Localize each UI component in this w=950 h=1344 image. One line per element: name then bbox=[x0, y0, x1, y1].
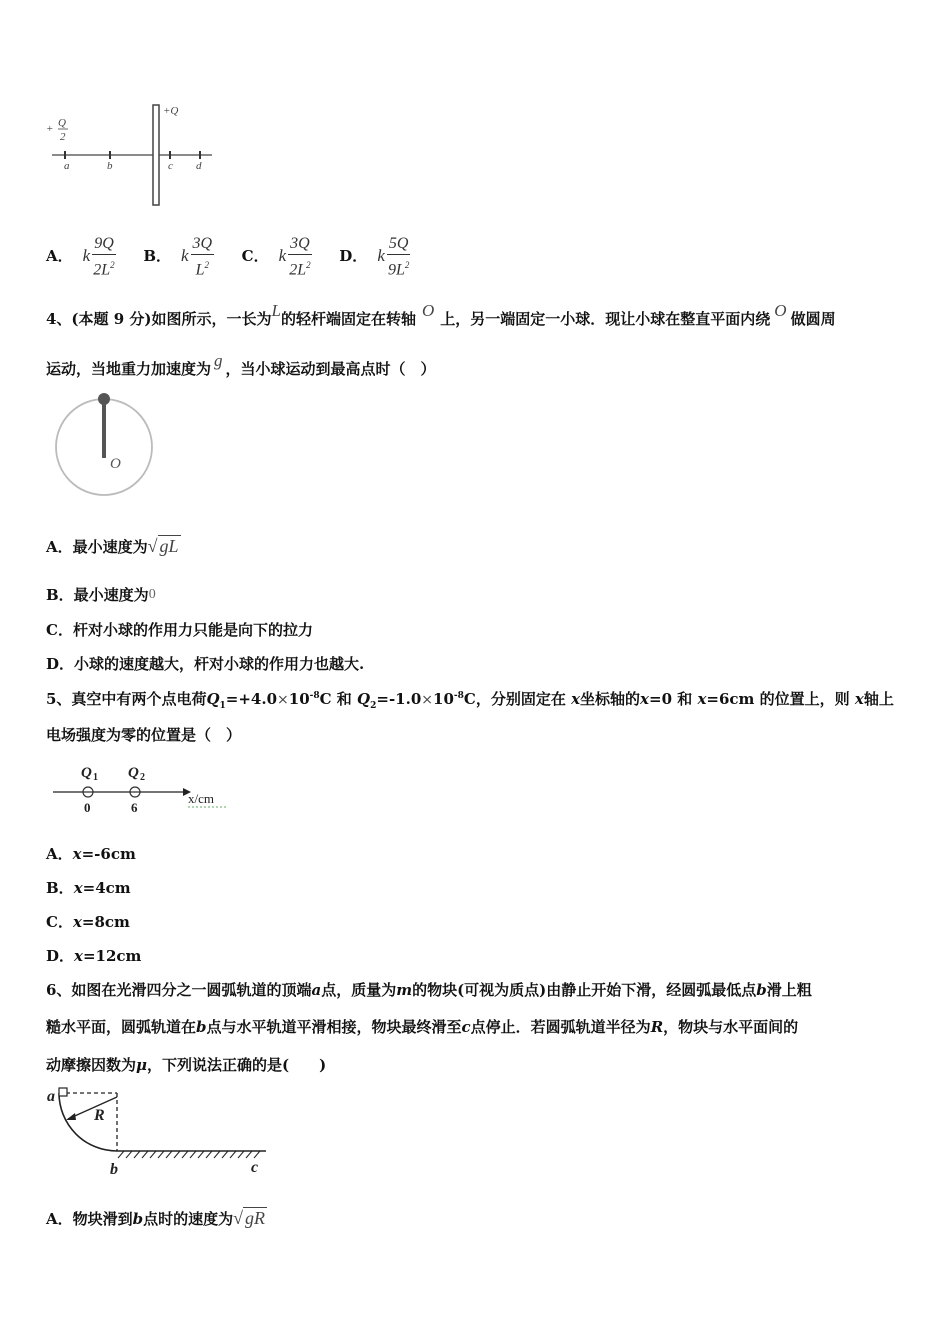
q2-sub: 2 bbox=[370, 701, 377, 711]
arc-label-b: b bbox=[110, 1161, 118, 1178]
den-text: L bbox=[195, 261, 205, 279]
var-q2: Q bbox=[357, 690, 371, 708]
option-text: 点时的速度为 bbox=[143, 1210, 234, 1228]
option-value: =-6cm bbox=[81, 845, 136, 863]
figure-charges-rod bbox=[40, 100, 230, 215]
den-text: 9L bbox=[387, 261, 405, 279]
q1-sub: 1 bbox=[219, 701, 226, 711]
option-text: A．物块滑到 bbox=[46, 1210, 133, 1228]
q4-stem-line1 bbox=[46, 301, 836, 329]
point-b: b bbox=[107, 160, 113, 172]
var-c: c bbox=[461, 1018, 471, 1036]
q4-text: 做圆周 bbox=[790, 310, 836, 328]
q5-option-a[interactable] bbox=[46, 843, 136, 864]
q6-text: 点停止．若圆弧轨道半径为 bbox=[470, 1018, 651, 1036]
q4-text: 运动，当地重力加速度为 bbox=[46, 360, 212, 378]
q2-label: Q bbox=[128, 765, 139, 781]
q6-text: 滑上粗 bbox=[766, 981, 812, 999]
figure-circle-rod bbox=[52, 392, 162, 502]
figure-charges-svg bbox=[40, 100, 230, 215]
coef-k: k bbox=[82, 246, 91, 266]
q4-text: 4、(本题 9 分)如图所示，一长为 bbox=[46, 310, 272, 328]
fraction bbox=[191, 234, 215, 280]
var-a: a bbox=[311, 981, 322, 999]
ten: 10 bbox=[288, 690, 310, 708]
var-x: x bbox=[640, 690, 649, 708]
fraction bbox=[92, 234, 116, 280]
axis-unit-label: x/cm bbox=[188, 791, 214, 806]
q4-option-d[interactable] bbox=[46, 653, 364, 674]
q6-stem-line1 bbox=[46, 979, 812, 1000]
var-O: O bbox=[774, 301, 787, 320]
figure-arc-track bbox=[44, 1085, 284, 1180]
q3-option-d[interactable] bbox=[339, 235, 410, 279]
charge-left-num: Q bbox=[58, 117, 66, 129]
q5-stem-line1 bbox=[46, 688, 894, 711]
den-text: 2L bbox=[289, 261, 307, 279]
option-label: A． bbox=[46, 247, 73, 266]
tick-6: 6 bbox=[131, 800, 138, 815]
exponent: -8 bbox=[453, 691, 464, 701]
var-r: R bbox=[650, 1018, 664, 1036]
var-b: b bbox=[756, 981, 767, 999]
q3-option-b[interactable] bbox=[143, 235, 219, 279]
var-x: x bbox=[697, 690, 707, 708]
var-b: b bbox=[132, 1210, 144, 1228]
q5-option-c[interactable] bbox=[46, 911, 130, 932]
q4-option-a[interactable] bbox=[46, 536, 181, 557]
option-value: 0 bbox=[148, 587, 156, 602]
den-text: 2L bbox=[93, 261, 111, 279]
q6-text: 糙水平面，圆弧轨道在 bbox=[46, 1018, 197, 1036]
point-a: a bbox=[64, 160, 70, 172]
arc-label-a: a bbox=[47, 1088, 55, 1105]
option-label: D． bbox=[46, 947, 75, 965]
arc-label-r: R bbox=[94, 1107, 105, 1124]
option-label: B． bbox=[143, 247, 171, 266]
q6-text: 点与水平轨道平滑相接，物块最终滑至 bbox=[206, 1018, 462, 1036]
q6-stem-line2 bbox=[46, 1016, 798, 1037]
option-label: D． bbox=[339, 247, 368, 266]
var-L: L bbox=[271, 301, 281, 320]
q5-option-b[interactable] bbox=[46, 877, 131, 898]
var-x: x bbox=[72, 845, 82, 863]
charge-rod-label: +Q bbox=[163, 105, 179, 117]
point-d: d bbox=[196, 160, 202, 172]
option-text: B．最小速度为 bbox=[46, 586, 149, 604]
q5-text: 轴上 bbox=[863, 690, 894, 708]
q5-text: 5、真空中有两个点电荷 bbox=[46, 690, 207, 708]
q6-text: 点，质量为 bbox=[321, 981, 397, 999]
q5-stem-line2 bbox=[46, 724, 241, 745]
var-m: m bbox=[396, 981, 413, 999]
sqrt-expr: √ gR bbox=[233, 1208, 266, 1228]
tick-0: 0 bbox=[84, 800, 91, 815]
q5-text: C 和 bbox=[319, 690, 352, 708]
option-label: A． bbox=[46, 845, 73, 863]
numerator: 3Q bbox=[288, 234, 312, 255]
option-label: B． bbox=[46, 879, 74, 897]
option-value: =4cm bbox=[82, 879, 131, 897]
denominator: $9L^2$ bbox=[387, 260, 410, 279]
denominator: $L^2$ bbox=[195, 260, 210, 279]
q6-option-a[interactable] bbox=[46, 1208, 267, 1229]
var-O: O bbox=[422, 301, 435, 320]
circle-rod-svg bbox=[52, 392, 162, 502]
point-c: c bbox=[168, 160, 173, 172]
ten: 10 bbox=[433, 690, 454, 708]
q3-option-a[interactable] bbox=[46, 235, 121, 279]
q2-label-sub: 2 bbox=[140, 772, 145, 783]
coef-k: k bbox=[278, 246, 287, 266]
q4-text: 上，另一端固定一小球．现让小球在整直平面内绕 bbox=[440, 310, 771, 328]
times-sign: × bbox=[277, 692, 289, 708]
var-x: x bbox=[74, 947, 83, 965]
q5-text: C，分别固定在 bbox=[463, 690, 566, 708]
q5-text: 坐标轴的 bbox=[580, 690, 641, 708]
option-text: C．杆对小球的作用力只能是向下的拉力 bbox=[46, 621, 313, 639]
coef-k: k bbox=[181, 246, 189, 266]
var-b: b bbox=[196, 1018, 207, 1036]
q4-stem-line2 bbox=[46, 351, 436, 379]
option-text: A．最小速度为 bbox=[46, 538, 148, 556]
q6-text: 的物块(可视为质点)由静止开始下滑，经圆弧最低点 bbox=[412, 981, 757, 999]
q5-option-d[interactable] bbox=[46, 945, 141, 966]
figure-x-axis bbox=[48, 760, 238, 820]
exponent: -8 bbox=[309, 691, 320, 701]
numerator: 5Q bbox=[387, 234, 411, 255]
charge-left-sign: + bbox=[46, 123, 54, 135]
x-axis-svg bbox=[48, 760, 238, 820]
numerator: 3Q bbox=[191, 234, 215, 255]
sqrt-expr: √ gL bbox=[147, 536, 179, 556]
arc-track-svg bbox=[44, 1085, 284, 1180]
radicand: gL bbox=[159, 536, 179, 556]
q6-text: ，物块与水平面间的 bbox=[663, 1018, 799, 1036]
q6-stem-line3 bbox=[46, 1054, 326, 1075]
var-q1: Q bbox=[206, 690, 220, 708]
var-g: g bbox=[214, 351, 223, 370]
q4-option-c[interactable] bbox=[46, 619, 313, 640]
charge-left-den: 2 bbox=[60, 131, 66, 143]
denominator: $2L^2$ bbox=[93, 260, 115, 279]
q4-option-b[interactable] bbox=[46, 584, 156, 605]
var-x: x bbox=[571, 690, 581, 708]
q6-text: 6、如图在光滑四分之一圆弧轨道的顶端 bbox=[46, 981, 312, 999]
var-x: x bbox=[854, 690, 864, 708]
q1-value: =+4.0 bbox=[225, 690, 278, 708]
q1-label-sub: 1 bbox=[93, 772, 98, 783]
var-mu: μ bbox=[136, 1056, 147, 1074]
q4-text: 的轻杆端固定在转轴 bbox=[280, 310, 416, 328]
q3-option-c[interactable] bbox=[241, 235, 317, 279]
axis-label-o: O bbox=[110, 456, 121, 472]
option-label: C． bbox=[241, 247, 269, 266]
var-x: x bbox=[73, 879, 83, 897]
option-value: =8cm bbox=[81, 913, 130, 931]
radicand: gR bbox=[245, 1208, 266, 1228]
numerator: 9Q bbox=[92, 234, 116, 255]
option-text: D．小球的速度越大，杆对小球的作用力也越大. bbox=[46, 655, 365, 673]
q2-value: =-1.0 bbox=[376, 690, 422, 708]
coef-k: k bbox=[377, 246, 385, 266]
q6-text: ，下列说法正确的是( ) bbox=[147, 1056, 327, 1074]
q4-text: ，当小球运动到最高点时（ ） bbox=[225, 360, 436, 378]
times-sign: × bbox=[421, 692, 434, 708]
fraction bbox=[387, 234, 411, 280]
q5-text: 电场强度为零的位置是（ ） bbox=[46, 726, 242, 744]
q6-text: 动摩擦因数为 bbox=[46, 1056, 137, 1074]
option-value: =12cm bbox=[82, 947, 142, 965]
arc-label-c: c bbox=[251, 1159, 259, 1176]
denominator: $2L^2$ bbox=[289, 260, 311, 279]
q1-label: Q bbox=[81, 765, 92, 781]
q5-text: =0 和 bbox=[649, 690, 693, 708]
q5-text: =6cm 的位置上，则 bbox=[706, 690, 850, 708]
var-x: x bbox=[72, 913, 82, 931]
fraction bbox=[288, 234, 312, 280]
q3-options bbox=[46, 234, 410, 280]
option-label: C． bbox=[46, 913, 73, 931]
